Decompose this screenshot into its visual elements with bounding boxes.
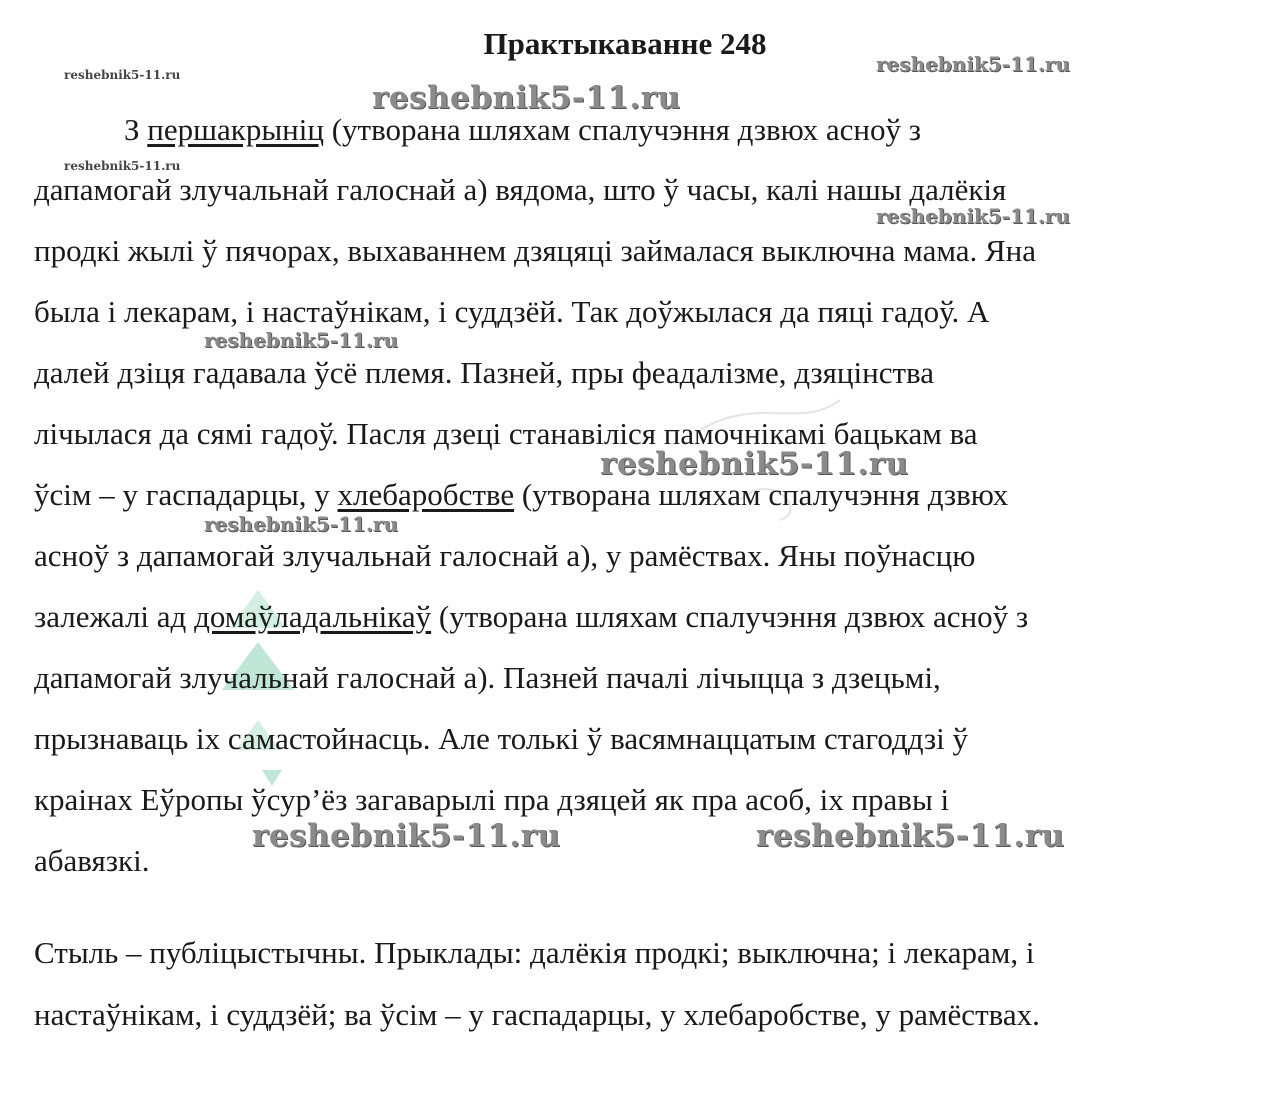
watermark: reshebnik5-11.ru — [64, 159, 181, 173]
watermark: reshebnik5-11.ru — [372, 80, 681, 116]
paragraph-line: дапамогай злучальнай галоснай а) вядома, што ў часы, калі нашы далёкія — [34, 172, 1007, 207]
paragraph-line: была і лекарам, і настаўнікам, і суддзёй. Так доўжылася да пяці гадоў. А — [34, 294, 990, 329]
paragraph-line: З першакрыніц (утворана шляхам спалучэння дзвюх асноў з — [124, 112, 921, 147]
paragraph-line: лічылася да сямі гадоў. Пасля дзеці станавіліся памочнікамі бацькам ва — [34, 416, 978, 451]
underlined-term: домаўладальнікаў — [194, 599, 432, 634]
watermark: reshebnik5-11.ru — [204, 328, 398, 352]
paragraph-line: краінах Еўропы ўсур’ёз загаварылі пра дзяцей як пра асоб, іх правы і — [34, 782, 950, 817]
underlined-term: хлебаробстве — [337, 477, 515, 512]
underlined-term: першакрыніц — [147, 112, 324, 147]
watermark: reshebnik5-11.ru — [756, 818, 1065, 854]
watermark: reshebnik5-11.ru — [600, 446, 909, 482]
watermark: reshebnik5-11.ru — [64, 68, 181, 82]
paragraph-line: продкі жылі ў пячорах, выхаваннем дзяцяці займалася выключна мама. Яна — [34, 233, 1037, 268]
style-note-line: Стыль – публіцыстычны. Прыклады: далёкія продкі; выключна; і лекарам, і — [34, 935, 1035, 970]
paragraph-line: абавязкі. — [34, 843, 150, 878]
paragraph-line: дапамогай злучальнай галоснай а). Пазней пачалі лічыцца з дзецьмі, — [34, 660, 941, 695]
watermark: reshebnik5-11.ru — [204, 512, 398, 536]
watermark: reshebnik5-11.ru — [252, 818, 561, 854]
paragraph-line: далей дзіця гадавала ўсё племя. Пазней, пры феадалізме, дзяцінства — [34, 355, 934, 390]
page-title: Практыкаванне 248 — [483, 26, 767, 61]
paragraph-line: асноў з дапамогай злучальнай галоснай а), у рамёствах. Яны поўнасцю — [34, 538, 976, 573]
watermark: reshebnik5-11.ru — [876, 52, 1070, 76]
watermark: reshebnik5-11.ru — [876, 204, 1070, 228]
paragraph-line: прызнаваць іх самастойнасць. Але толькі ў васямнаццатым стагоддзі ў — [34, 721, 968, 756]
style-note-line: настаўнікам, і суддзёй; ва ўсім – у гаспадарцы, у хлебаробстве, у рамёствах. — [34, 997, 1040, 1032]
paragraph-line: залежалі ад домаўладальнікаў (утворана шляхам спалучэння дзвюх асноў з — [34, 599, 1029, 634]
paragraph-line: ўсім – у гаспадарцы, у хлебаробстве (утворана шляхам спалучэння дзвюх — [34, 477, 1009, 512]
